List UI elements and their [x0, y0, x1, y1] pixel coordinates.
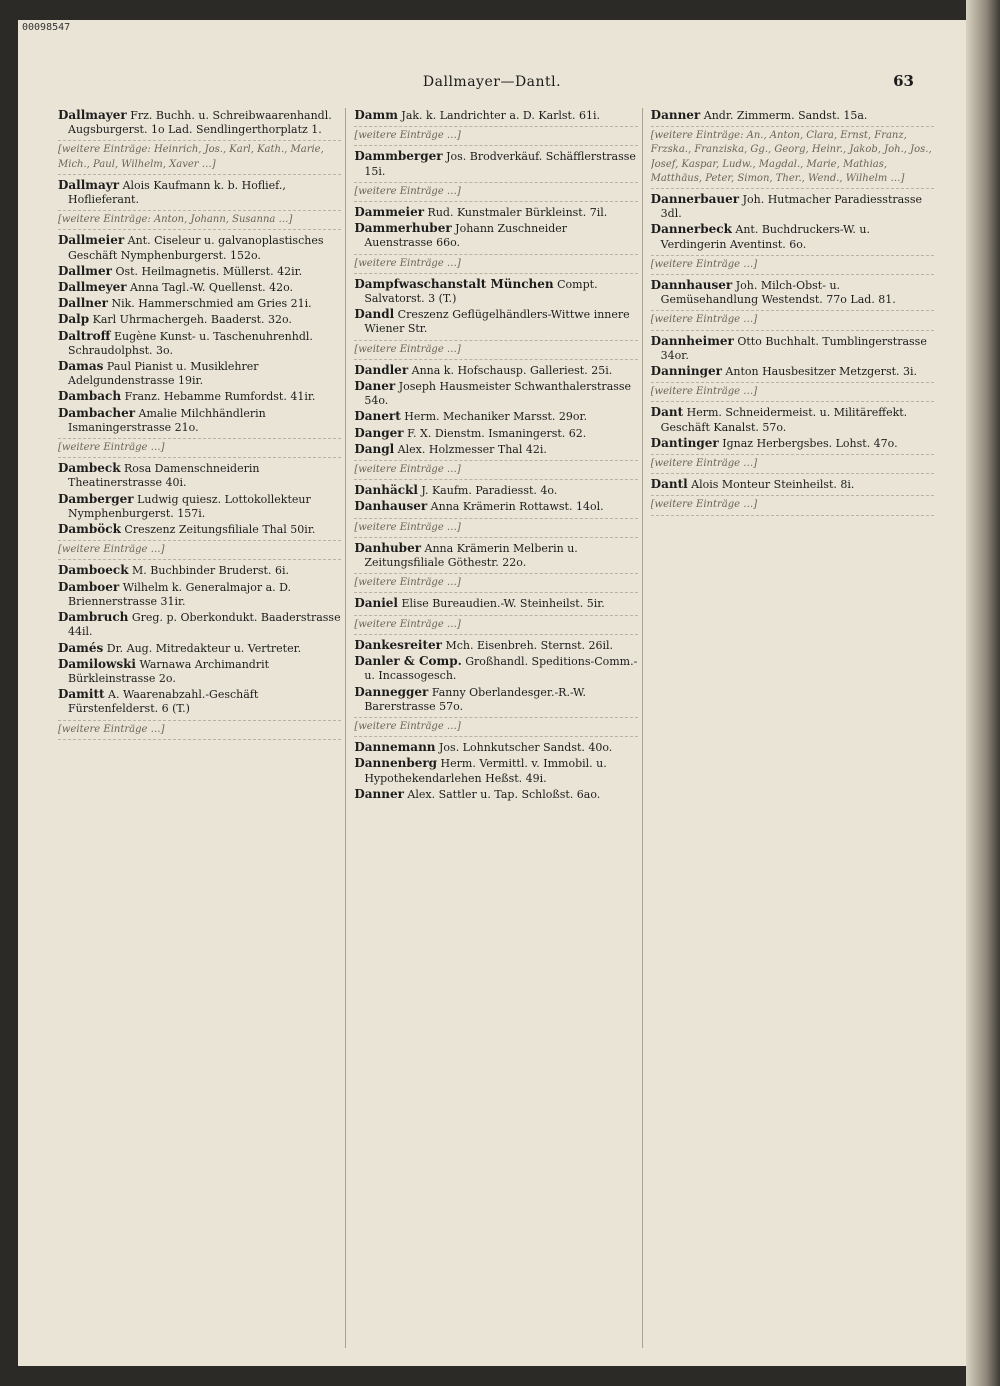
- entry-details: Joseph Hausmeister Schwanthalerstrasse 54o.: [364, 380, 632, 408]
- entry-surname: Damitt: [58, 687, 105, 702]
- entry-details: Herm. Vermittl. v. Immobil. u. Hypothekendarlehen Heßst. 49i.: [364, 757, 607, 785]
- directory-entry: [58, 406, 341, 435]
- directory-entry: [354, 205, 637, 220]
- entry-details: Herm. Schneidermeist. u. Militäreffekt. Geschäft Kanalst. 57o.: [660, 406, 908, 434]
- directory-entry: [651, 108, 934, 123]
- entry-details: Eugène Kunst- u. Taschenuhrenhdl. Schraudolphst. 3o.: [68, 329, 313, 357]
- entry-surname: Dambacher: [58, 405, 136, 420]
- entry-surname: Danhäckl: [354, 483, 418, 498]
- entry-surname: Danler & Comp.: [354, 654, 462, 669]
- directory-entry: [58, 178, 341, 207]
- entry-details: Franz. Hebamme Rumfordst. 41ir.: [121, 390, 316, 404]
- entry-surname: Dandl: [354, 307, 395, 322]
- entry-columns: [58, 108, 938, 1348]
- entry-details: Ludwig quiesz. Lottokollekteur Nymphenburgerst. 157i.: [68, 492, 311, 520]
- omitted-entries: [weitere Einträge …]: [58, 540, 341, 560]
- entry-details: Dr. Aug. Mitredakteur u. Vertreter.: [103, 641, 302, 655]
- entry-details: Amalie Milchhändlerin Ismaningerstrasse 21o.: [68, 406, 266, 434]
- entry-surname: Dantinger: [650, 435, 719, 450]
- directory-entry: [354, 756, 637, 785]
- entry-details: Mch. Eisenbreh. Sternst. 26il.: [441, 638, 614, 652]
- omitted-entries: [weitere Einträge …]: [651, 310, 934, 330]
- entry-surname: Dammberger: [354, 149, 443, 164]
- entry-details: Compt. Salvatorst. 3 (T.): [364, 277, 598, 306]
- entry-details: J. Kaufm. Paradiesst. 4o.: [417, 484, 558, 498]
- entry-surname: Danner: [354, 786, 404, 801]
- omitted-entries: [weitere Einträge …]: [354, 182, 637, 202]
- directory-entry: [354, 363, 637, 378]
- directory-entry: [354, 277, 637, 306]
- directory-entry: [651, 278, 934, 307]
- entry-details: Frz. Buchh. u. Schreibwaarenhandl. Augsburgerst. 1o Lad. Sendlingerthorplatz 1.: [68, 109, 332, 137]
- directory-entry: [651, 436, 934, 451]
- entry-details: Jos. Lohnkutscher Sandst. 40o.: [435, 741, 613, 755]
- entry-details: Ost. Heilmagnetis. Müllerst. 42ir.: [111, 264, 303, 278]
- entry-surname: Dambach: [58, 389, 122, 404]
- entry-details: Anton Hausbesitzer Metzgerst. 3i.: [721, 365, 918, 379]
- omitted-entries: [weitere Einträge …]: [354, 126, 637, 146]
- entry-surname: Dammeier: [354, 205, 425, 220]
- directory-entry: [354, 499, 637, 514]
- entry-details: Ant. Ciseleur u. galvanoplastisches Geschäft Nymphenburgerst. 152o.: [68, 234, 324, 262]
- entry-surname: Dallmayer: [58, 108, 127, 122]
- entry-details: Karl Uhrmachergeh. Baaderst. 32o.: [89, 313, 292, 327]
- directory-entry: [58, 657, 341, 686]
- directory-entry: [58, 108, 341, 137]
- entry-surname: Daltroff: [58, 328, 111, 343]
- entry-surname: Damboeck: [58, 563, 129, 578]
- directory-entry: [354, 442, 637, 457]
- directory-entry: [354, 108, 637, 123]
- entry-surname: Danger: [354, 425, 404, 440]
- entry-details: Rosa Damenschneiderin Theatinerstrasse 40i.: [68, 462, 260, 490]
- entry-details: Alex. Sattler u. Tap. Schloßst. 6ao.: [403, 787, 601, 801]
- directory-entry: [651, 364, 934, 379]
- directory-entry: [58, 461, 341, 490]
- entry-surname: Dallmeyer: [58, 280, 127, 295]
- directory-entry: [58, 580, 341, 609]
- entry-details: Alois Monteur Steinheilst. 8i.: [687, 478, 855, 492]
- omitted-entries: [weitere Einträge …]: [651, 382, 934, 402]
- entry-details: Otto Buchhalt. Tumblingerstrasse 34or.: [660, 334, 927, 362]
- entry-surname: Dannegger: [354, 684, 429, 699]
- entry-details: Johann Zuschneider Auenstrasse 66o.: [364, 222, 568, 250]
- omitted-entries: [weitere Einträge …]: [354, 717, 637, 737]
- directory-entry: [58, 312, 341, 327]
- directory-entry: [58, 233, 341, 262]
- entry-surname: Damés: [58, 640, 104, 655]
- entry-details: Jos. Brodverkäuf. Schäfflerstrasse 15i.: [364, 150, 636, 178]
- directory-entry: [354, 409, 637, 424]
- entry-surname: Damboer: [58, 579, 120, 594]
- book-edge: [966, 0, 1000, 1386]
- entry-surname: Danner: [650, 108, 701, 122]
- archive-stamp: 00098547: [22, 22, 71, 33]
- entry-details: Nik. Hammerschmied am Gries 21i.: [107, 297, 312, 311]
- entry-surname: Dampfwaschanstalt München: [354, 276, 554, 291]
- directory-page: [18, 20, 966, 1366]
- entry-surname: Damberger: [58, 491, 134, 506]
- directory-entry: [354, 426, 637, 441]
- directory-entry: [58, 522, 341, 537]
- entry-details: Anna Krämerin Melberin u. Zeitungsfiliale Göthestr. 22o.: [364, 541, 578, 570]
- entry-surname: Dambruch: [58, 610, 129, 625]
- entry-surname: Dant: [650, 405, 684, 420]
- omitted-entries: [weitere Einträge …]: [354, 254, 637, 274]
- entry-details: Andr. Zimmerm. Sandst. 15a.: [700, 109, 868, 122]
- entry-details: Joh. Milch-Obst- u. Gemüsehandlung Westendst. 77o Lad. 81.: [660, 279, 896, 307]
- entry-surname: Damm: [354, 108, 398, 122]
- entry-details: Ant. Buchdruckers-W. u. Verdingerin Aventinst. 6o.: [660, 223, 870, 251]
- entry-surname: Danninger: [650, 364, 722, 379]
- entry-surname: Damböck: [58, 522, 121, 537]
- directory-entry: [58, 687, 341, 716]
- page-number: 63: [893, 72, 914, 90]
- entry-surname: Damilowski: [58, 656, 136, 671]
- directory-entry: [651, 334, 934, 363]
- entry-details: Joh. Hutmacher Paradiesstrasse 3dl.: [660, 193, 922, 221]
- directory-entry: [354, 740, 637, 755]
- omitted-entries: [weitere Einträge: An., Anton, Clara, Ernst, Franz, Frzska., Franziska, Gg., Georg, Heinr., Jakob, Joh., Jos., Josef, Kaspar, Ludw., Magdal., Marie, Mathias, Matthäus, Peter, Simon, Ther., Wend., Wilhelm …]: [651, 126, 934, 189]
- omitted-entries: [weitere Einträge: Heinrich, Jos., Karl, Kath., Marie, Mich., Paul, Wilhelm, Xaver …]: [58, 140, 341, 174]
- entry-details: Anna Krämerin Rottawst. 14ol.: [427, 500, 604, 514]
- entry-details: Creszenz Geflügelhändlers-Wittwe innere Wiener Str.: [364, 308, 630, 336]
- entry-surname: Dannerbauer: [650, 192, 740, 207]
- omitted-entries: [weitere Einträge …]: [354, 615, 637, 635]
- entry-details: Großhandl. Speditions-Comm.- u. Incassogesch.: [364, 655, 638, 683]
- column-3: [651, 108, 938, 1348]
- entry-surname: Dannerbeck: [650, 222, 732, 237]
- entry-surname: Danhuber: [354, 540, 422, 555]
- entry-surname: Daniel: [354, 596, 398, 611]
- entry-details: Paul Pianist u. Musiklehrer Adelgundenstrasse 19ir.: [68, 360, 259, 388]
- entry-surname: Dammerhuber: [354, 221, 452, 236]
- directory-entry: [58, 329, 341, 358]
- omitted-entries: [weitere Einträge …]: [651, 495, 934, 515]
- entry-surname: Dantl: [650, 477, 688, 492]
- entry-details: Alex. Holzmesser Thal 42i.: [394, 442, 547, 456]
- omitted-entries: [weitere Einträge …]: [58, 438, 341, 458]
- directory-entry: [58, 563, 341, 578]
- entry-details: M. Buchbinder Bruderst. 6i.: [128, 564, 289, 578]
- entry-details: Creszenz Zeitungsfiliale Thal 50ir.: [120, 523, 316, 537]
- column-2: [354, 108, 642, 1348]
- omitted-entries: [weitere Einträge: Anton, Johann, Susanna …]: [58, 210, 341, 230]
- entry-surname: Daner: [354, 379, 396, 394]
- directory-entry: [651, 477, 934, 492]
- entry-details: Elise Bureaudien.-W. Steinheilst. 5ir.: [398, 597, 605, 611]
- directory-entry: [58, 389, 341, 404]
- entry-details: Wilhelm k. Generalmajor a. D. Briennerstrasse 31ir.: [68, 580, 292, 608]
- directory-entry: [354, 221, 637, 250]
- omitted-entries: [weitere Einträge …]: [354, 460, 637, 480]
- entry-surname: Dannheimer: [650, 333, 734, 348]
- directory-entry: [651, 405, 934, 434]
- entry-surname: Dandler: [354, 362, 409, 377]
- directory-entry: [354, 149, 637, 178]
- directory-entry: [58, 296, 341, 311]
- entry-details: A. Waarenabzahl.-Geschäft Fürstenfelderst. 6 (T.): [68, 688, 259, 716]
- entry-surname: Dannenberg: [354, 756, 438, 771]
- directory-entry: [354, 541, 637, 570]
- omitted-entries: [weitere Einträge …]: [651, 255, 934, 275]
- directory-entry: [58, 492, 341, 521]
- entry-details: F. X. Dienstm. Ismaningerst. 62.: [403, 426, 587, 440]
- directory-entry: [354, 638, 637, 653]
- entry-surname: Dallmayr: [58, 177, 120, 192]
- entry-surname: Damas: [58, 359, 104, 374]
- entry-details: Warnawa Archimandrit Bürkleinstrasse 2o.: [68, 657, 270, 685]
- omitted-entries: [weitere Einträge …]: [354, 340, 637, 360]
- directory-entry: [58, 280, 341, 295]
- directory-entry: [354, 307, 637, 336]
- entry-details: Fanny Oberlandesger.-R.-W. Barerstrasse 57o.: [364, 685, 586, 713]
- directory-entry: [354, 787, 637, 802]
- directory-entry: [354, 483, 637, 498]
- entry-surname: Danert: [354, 409, 401, 424]
- entry-surname: Dankesreiter: [354, 637, 442, 652]
- entry-surname: Dannhauser: [650, 278, 733, 293]
- entry-surname: Dambeck: [58, 461, 121, 476]
- column-1: [58, 108, 346, 1348]
- directory-entry: [354, 596, 637, 611]
- directory-entry: [354, 654, 637, 683]
- entry-surname: Dalp: [58, 312, 90, 327]
- entry-surname: Dannemann: [354, 740, 436, 755]
- entry-details: Greg. p. Oberkondukt. Baaderstrasse 44il.: [68, 611, 341, 639]
- omitted-entries: [weitere Einträge …]: [651, 454, 934, 474]
- omitted-entries: [weitere Einträge …]: [58, 720, 341, 740]
- directory-entry: [651, 222, 934, 251]
- omitted-entries: [weitere Einträge …]: [354, 573, 637, 593]
- directory-entry: [354, 685, 637, 714]
- entry-surname: Danhauser: [354, 499, 428, 514]
- entry-details: Anna Tagl.-W. Quellenst. 42o.: [126, 281, 294, 295]
- page-header: [18, 74, 966, 98]
- directory-entry: [58, 610, 341, 639]
- entry-details: Ignaz Herbergsbes. Lohst. 47o.: [718, 436, 898, 450]
- entry-surname: Dallmer: [58, 263, 112, 278]
- entry-surname: Dallner: [58, 296, 108, 311]
- directory-entry: [58, 641, 341, 656]
- entry-surname: Dangl: [354, 441, 395, 456]
- entry-surname: Dallmeier: [58, 233, 125, 248]
- entry-details: Anna k. Hofschausp. Galleriest. 25i.: [408, 363, 613, 377]
- directory-entry: [354, 379, 637, 408]
- entry-details: Jak. k. Landrichter a. D. Karlst. 61i.: [397, 109, 600, 122]
- entry-details: Herm. Mechaniker Marsst. 29or.: [400, 410, 588, 424]
- directory-entry: [58, 359, 341, 388]
- omitted-entries: [weitere Einträge …]: [354, 518, 637, 538]
- entry-details: Alois Kaufmann k. b. Hoflief., Hoflieferant.: [68, 178, 286, 207]
- directory-entry: [651, 192, 934, 221]
- entry-details: Rud. Kunstmaler Bürkleinst. 7il.: [424, 206, 608, 220]
- directory-entry: [58, 264, 341, 279]
- running-head: Dallmayer—Dantl.: [422, 74, 562, 90]
